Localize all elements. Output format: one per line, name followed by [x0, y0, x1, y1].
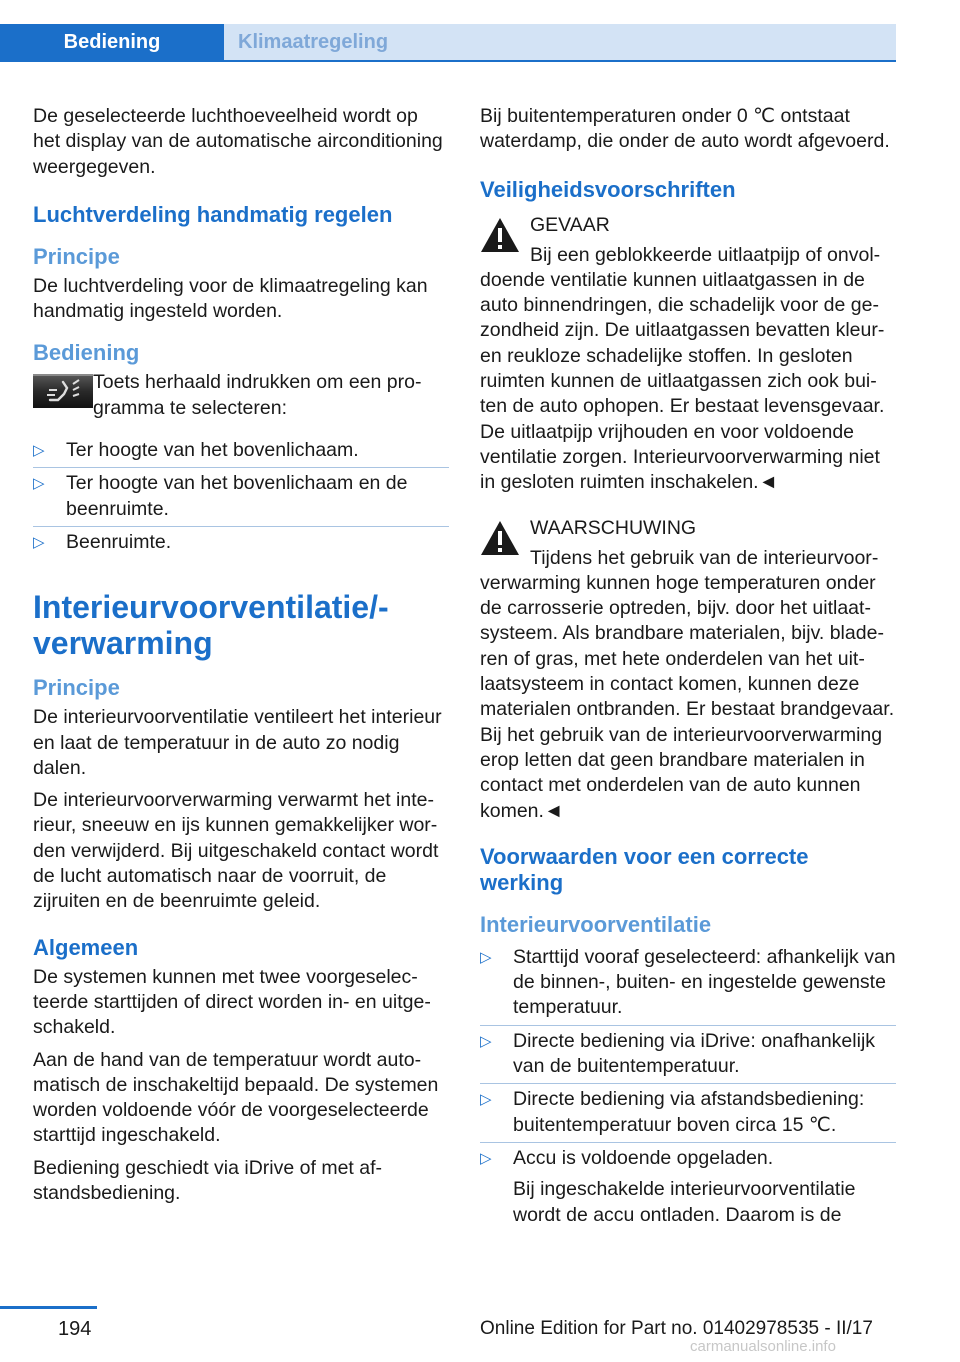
list-item: ▷ Accu is voldoende opgeladen. Bij ingeschakelde interieurvoorventilatie wordt de accu ontladen. Daarom is de	[480, 1143, 896, 1232]
algemeen-paragraph-1: De systemen kunnen met twee voorgeselecteerde starttijden of direct worden in- en uitgeschakeld.	[33, 965, 431, 1039]
bullet-triangle-icon: ▷	[33, 533, 45, 551]
warning-body: Tijdens het gebruik van de interieurvoorverwarming kunnen hoge temperaturen onder de carrosserie optreden, bijv. door het uitlaatsysteem. Als brandbare materialen, bijv. bladeren of gras, met hete onderdelen van het uitlaatsysteem in contact komen, kunnen deze materialen ontbranden. Er bestaat brandgevaar. Bij het gebruik van de interieurvoorverwarming erop letten dat geen brandbare materialen in contact met onderdelen van de auto kunnen komen.◄	[480, 546, 895, 822]
principe-paragraph-2b: De interieurvoorverwarming verwarmt het interieur, sneeuw en ijs kunnen gemakkelijker worden verwijderd. Bij uitgeschakeld contact wordt de lucht automatisch naar de voorruit, de zijruiten en de beenruimte geleid.	[33, 789, 439, 913]
bullet-triangle-icon: ▷	[480, 1091, 492, 1109]
bullet-triangle-icon: ▷	[33, 475, 45, 493]
list-item: ▷ Directe bediening via afstandsbediening: buitentemperatuur boven circa 15 ℃.	[480, 1084, 896, 1143]
warning-title: GEVAAR	[530, 213, 610, 236]
header-divider	[0, 60, 896, 62]
right-intro-paragraph: Bij buitentemperaturen onder 0 ℃ ontstaat waterdamp, die onder de auto wordt afgevoerd.	[480, 105, 890, 153]
page-header	[0, 0, 896, 62]
warning-danger	[480, 213, 896, 496]
list-item: ▷ Starttijd vooraf geselecteerd: afhankelijk van de binnen-, buiten- en ingestelde gewenste temperatuur.	[480, 942, 896, 1026]
bullet-triangle-icon: ▷	[480, 1032, 492, 1050]
button-instruction	[33, 370, 449, 421]
list-item: ▷ Beenruimte.	[33, 527, 449, 559]
list-item: ▷ Directe bediening via iDrive: onafhankelijk van de buitentemperatuur.	[480, 1026, 896, 1085]
footer-divider	[0, 1306, 97, 1309]
edition-info: Online Edition for Part no. 01402978535 - II/17	[480, 1318, 873, 1339]
principe-paragraph-2a: De interieurvoorventilatie ventileert het interieur en laat de temperatuur in de auto zo nodig dalen.	[33, 706, 442, 779]
heading-bediening: Bediening	[33, 340, 140, 366]
bullet-triangle-icon: ▷	[480, 1149, 492, 1167]
heading-voorwaarden: Voorwaarden voor een correcte werking	[480, 843, 809, 895]
heading-interieurvoorventilatie-sub: Interieurvoorventilatie	[480, 911, 712, 937]
bullet-triangle-icon: ▷	[480, 948, 492, 966]
tab-klimaatregeling[interactable]: Klimaatregeling	[224, 24, 896, 60]
air-distribution-list	[33, 435, 449, 559]
warning-title: WAARSCHUWING	[530, 516, 697, 539]
list-item: ▷ Ter hoogte van het bovenlichaam.	[33, 435, 449, 468]
watermark: carmanualsonline.info	[690, 1338, 836, 1355]
heading-principe: Principe	[33, 243, 120, 269]
heading-luchtverdeling: Luchtverdeling handmatig regelen	[33, 201, 393, 227]
heading-principe-2: Principe	[33, 675, 120, 701]
heading-veiligheidsvoorschriften: Veiligheidsvoorschriften	[480, 176, 736, 202]
heading-interieurvoorventilatie: Interieurvoorventilatie/-verwarming	[33, 589, 389, 662]
principe-paragraph: De luchtverdeling voor de klimaatregeling kan handmatig ingesteld worden.	[33, 274, 428, 323]
warning-body: Bij een geblokkeerde uitlaatpijp of onvoldoende ventilatie kunnen uitlaatgassen in de auto binnendringen, die schadelijk voor de gezondheid zijn. De uitlaatgassen bevatten kleur- en reukloze schadelijke stoffen. In gesloten ruimten kunnen de uitlaatgassen zich ook buiten de auto ophopen. Er bestaat levensgevaar. De uitlaatpijp vrijhouden en voor voldoende ventilatie zorgen. Interieurvoorverwarming niet in gesloten ruimten inschakelen.◄	[480, 243, 885, 494]
tab-bediening[interactable]: Bediening	[0, 24, 224, 60]
button-instruction-text: Toets herhaald indrukken om een programma te selecteren:	[93, 371, 422, 419]
algemeen-paragraph-2: Aan de hand van de temperatuur wordt automatisch de inschakeltijd bepaald. De systemen worden voldoende vóór de voorgeselecteerde starttijd ingeschakeld.	[33, 1048, 439, 1147]
heading-algemeen: Algemeen	[33, 934, 139, 960]
air-distribution-button-icon	[33, 370, 93, 421]
right-column	[480, 104, 896, 1238]
warning-caution	[480, 516, 896, 824]
left-column	[33, 104, 449, 1213]
bullet-triangle-icon: ▷	[33, 442, 45, 460]
conditions-list	[480, 942, 896, 1232]
algemeen-paragraph-3: Bediening geschiedt via iDrive of met afstandsbediening.	[33, 1156, 383, 1205]
list-item: ▷ Ter hoogte van het bovenlichaam en de beenruimte.	[33, 468, 449, 527]
page-number: 194	[58, 1318, 92, 1340]
intro-paragraph: De geselecteerde luchthoeveelheid wordt op het display van de automatische airconditioning weergegeven.	[33, 105, 443, 178]
